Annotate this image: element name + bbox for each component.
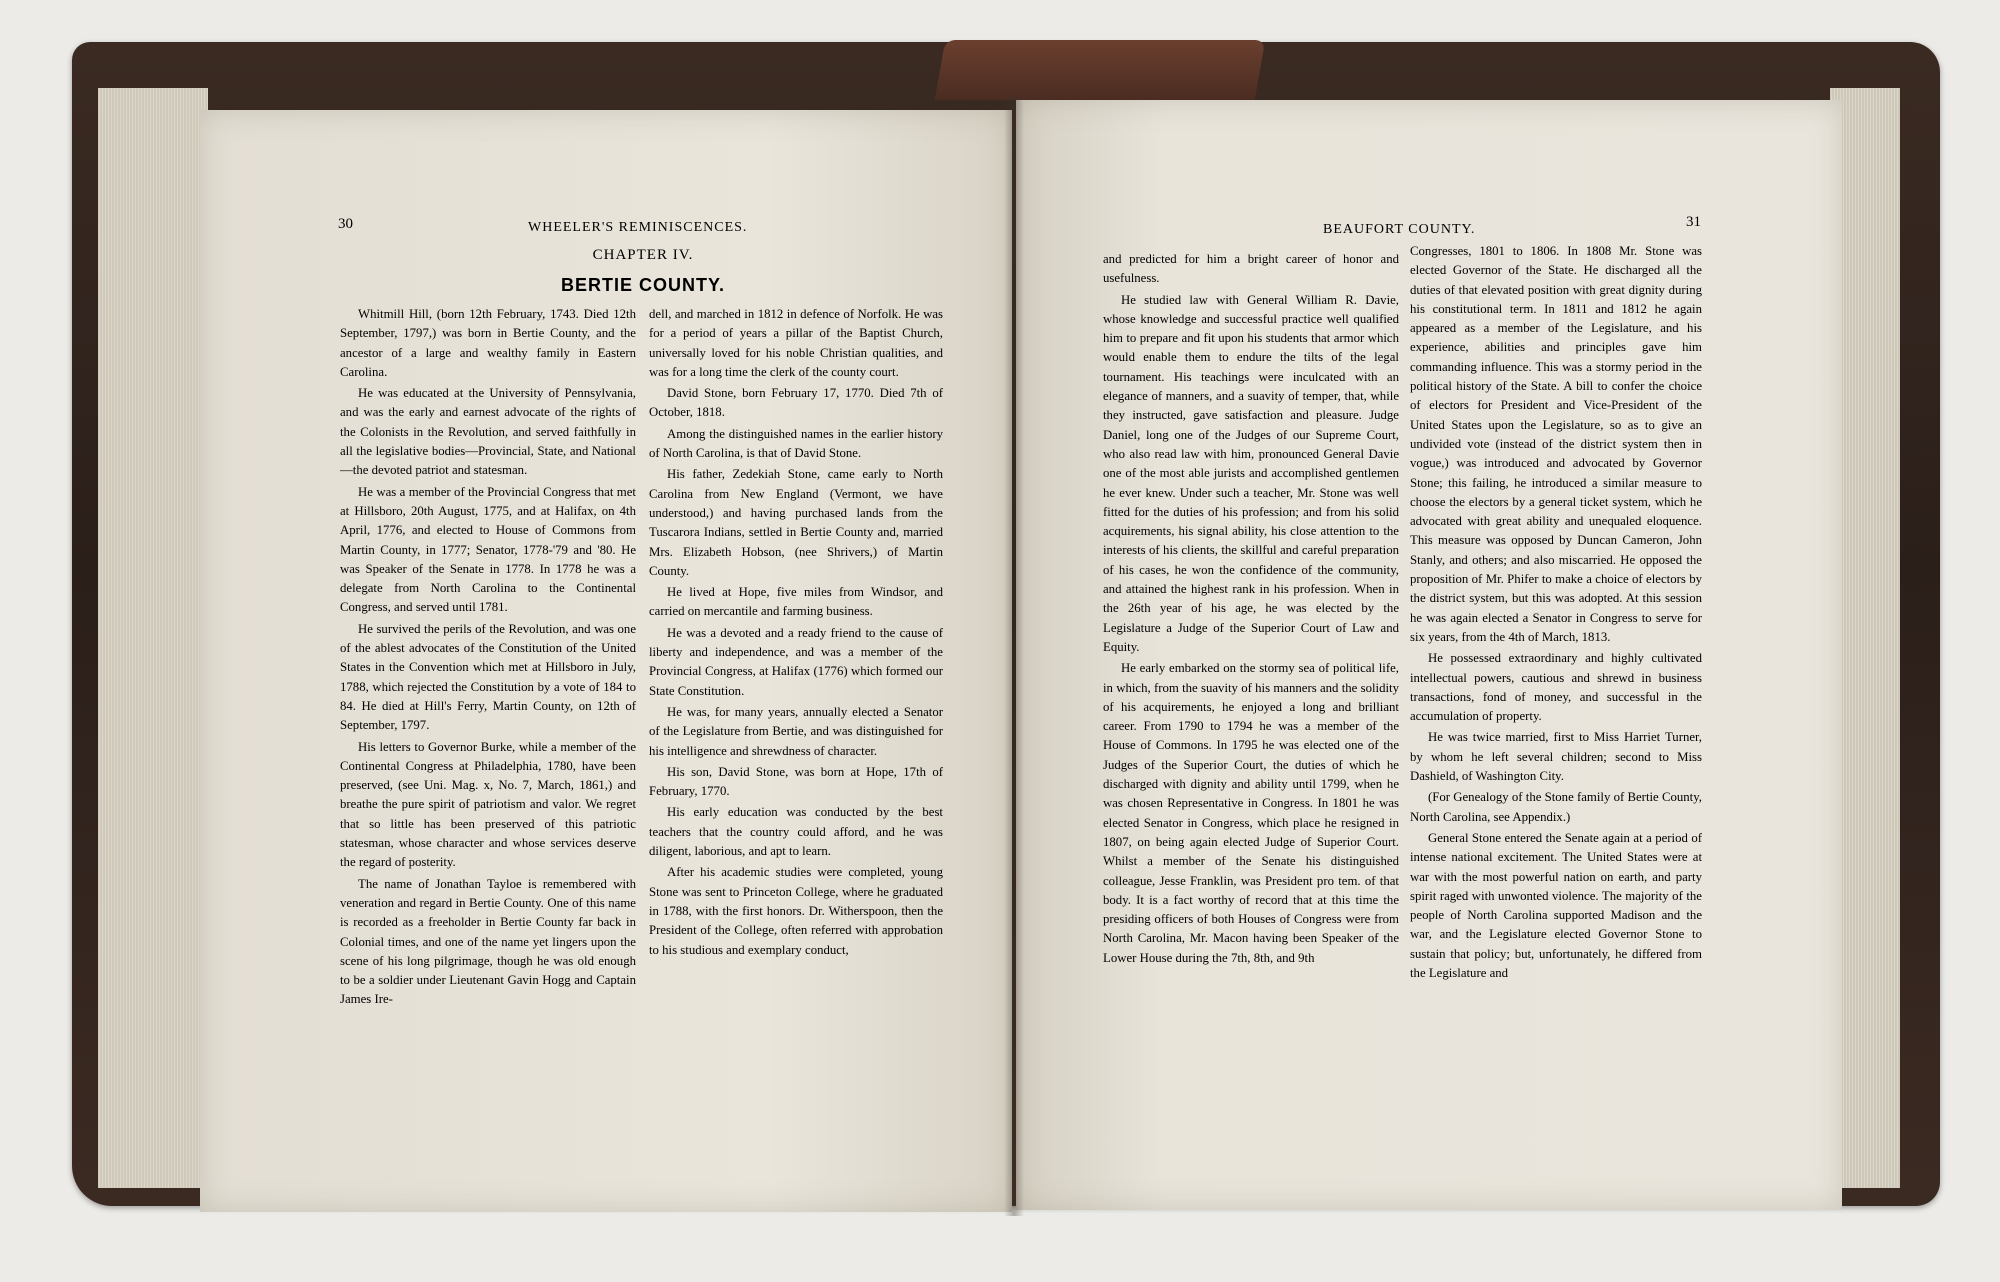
paragraph: After his academic studies were completed, young Stone was sent to Princeton College, where he graduated in 1788, with the first honors. Dr. Witherspoon, then the President of the College, often referred with approbation to his studious and exemplary conduct,	[649, 865, 943, 957]
left-page-number: 30	[338, 216, 353, 232]
page-edges-left	[98, 88, 208, 1188]
paragraph: His son, David Stone, was born at Hope, 17th of February, 1770.	[649, 764, 943, 799]
left-column-2	[649, 305, 943, 960]
paragraph: He was a devoted and a ready friend to the cause of liberty and independence, and was a member of the Provincial Congress, at Halifax (1776) which formed our State Constitution.	[649, 625, 943, 698]
paragraph: The name of Jonathan Tayloe is remembered with veneration and regard in Bertie County. One of this name is recorded as a freeholder in Bertie County far back in Colonial times, and one of the name yet lingers upon the scene of his long pilgrimage, though he was old enough to be a soldier under Lieutenant Gavin Hogg and Captain James Ire-	[340, 876, 636, 1007]
paragraph: Whitmill Hill, (born 12th February, 1743. Died 12th September, 1797,) was born in Bertie County, and the ancestor of a large and wealthy family in Eastern Carolina.	[340, 307, 636, 379]
paragraph: He early embarked on the stormy sea of political life, in which, from the suavity of his manners and the solidity of his acquirements, he enjoyed a long and brilliant career. From 1790 to 1794 he was a member of the House of Commons. In 1795 he was elected one of the Judges of the Superior Court, the duties of which he discharged with dignity and ability until 1799, when he was chosen Representative in Congress. In 1801 he was elected Senator in Congress, which place he resigned in 1807, on being again elected Judge of Superior Court. Whilst a member of the Senate his distinguished colleague, Jesse Franklin, was President pro tem. of that body. It is a fact worthy of record that at this time the presiding officers of both Houses of Congress were from North Carolina, Mr. Macon having been Speaker of the Lower House during the 7th, 8th, and 9th	[1103, 661, 1399, 965]
paragraph: He was a member of the Provincial Congress that met at Hillsboro, 20th August, 1775, and at Halifax, on 4th April, 1776, and elected to House of Commons from Martin County, in 1777; Senator, 1778-'79 and '80. He was Speaker of the Senate in 1778. In 1778 he was a delegate from North Carolina to the Continental Congress, and served until 1781.	[340, 484, 636, 615]
gutter	[1004, 96, 1024, 1216]
paragraph: He studied law with General William R. Davie, whose knowledge and successful practice well qualified him to prepare and fit upon his students that armor which would enable them to endure the tilts of the legal tournament. His teachings were inculcated with an elegance of manners, and a suavity of temper, that, while they instructed, gave satisfaction and pleasure. Judge Daniel, long one of the Judges of our Supreme Court, who also read law with him, pronounced General Davie one of the most able jurists and accomplished gentlemen he ever knew. Under such a teacher, Mr. Stone was well fitted for the duties of his profession; and from his solid acquirements, his signal ability, his close attention to the interests of his clients, the skillful and careful preparation of his cases, he won the confidence of the community, and attained the highest rank in his profession. When in the 26th year of his age, he was elected by the Legislature a Judge of the Superior Court of Law and Equity.	[1103, 292, 1399, 654]
paragraph: (For Genealogy of the Stone family of Bertie County, North Carolina, see Appendix.)	[1410, 790, 1702, 824]
paragraph: His father, Zedekiah Stone, came early to North Carolina from New England (Vermont, we have understood,) and having purchased lands from the Tuscarora Indians, settled in Bertie County and, married Mrs. Elizabeth Hobson, (nee Shrivers,) of Martin County.	[649, 467, 943, 578]
left-column-1	[340, 305, 636, 1010]
right-running-head: BEAUFORT COUNTY.	[1323, 222, 1476, 237]
paragraph: He was educated at the University of Pennsylvania, and was the early and earnest advocate of the rights of the Colonists in the Revolution, and served faithfully in all the legislative bodies—Provincial, State, and National—the devoted patriot and statesman.	[340, 386, 636, 478]
paragraph: His early education was conducted by the best teachers that the country could afford, and he was diligent, laborious, and apt to learn.	[649, 805, 943, 859]
left-running-head: WHEELER'S REMINISCENCES.	[528, 220, 748, 235]
paragraph: He survived the perils of the Revolution, and was one of the ablest advocates of the Constitution of the United States in the Convention which met at Hillsboro in July, 1788, which rejected the Constitution by a vote of 184 to 84. He died at Hill's Ferry, Martin County, on 12th of September, 1797.	[340, 621, 636, 733]
paragraph: He possessed extraordinary and highly cultivated intellectual powers, cautious and shrewd in business transactions, fond of money, and successful in the accumulation of property.	[1410, 651, 1702, 724]
right-page-number: 31	[1686, 214, 1701, 230]
paragraph: Among the distinguished names in the earlier history of North Carolina, is that of David Stone.	[649, 426, 943, 461]
paragraph: General Stone entered the Senate again at a period of intense national excitement. The United States were at war with the most powerful nation on earth, and party spirit raged with unwonted violence. The majority of the people of North Carolina supported Madison and the war, and the Legislature elected Governor Stone to sustain that policy; but, unfortunately, he differed from the Legislature and	[1410, 830, 1702, 980]
county-heading: BERTIE COUNTY.	[560, 275, 725, 295]
paragraph: Congresses, 1801 to 1806. In 1808 Mr. Stone was elected Governor of the State. He discharged all the duties of that elevated position with great dignity during his constitutional term. In 1811 and 1812 he again appeared as a member of the Legislature, and his experience, abilities and principles gave him commanding influence. This was a stormy period in the political history of the State. A bill to confer the choice of electors for President and Vice-President of the United States upon the Legislature, so as to give an undivided vote (instead of the district system then in vogue,) was introduced and advocated by Governor Stone; this failing, he introduced a similar measure to choose the electors by a general ticket system, which he advocated with great ability and unequaled eloquence. This measure was opposed by Duncan Cameron, John Stanly, and others; and also miscarried. He opposed the proposition of Mr. Phifer to make a choice of electors by the district system, but this was adopted. At this session he was again elected a Senator in Congress to serve for six years, from the 4th of March, 1813.	[1410, 244, 1702, 644]
paragraph: His letters to Governor Burke, while a member of the Continental Congress at Philadelphia, 1780, have been preserved, (see Uni. Mag. x, No. 7, March, 1861,) and breathe the pure spirit of patriotism and valor. We regret that so little has been preserved of this patriotic statesman, whose character and whose services deserve the regard of posterity.	[340, 739, 636, 870]
paragraph: David Stone, born February 17, 1770. Died 7th of October, 1818.	[649, 386, 943, 420]
chapter-heading: CHAPTER IV.	[592, 247, 694, 263]
right-column-2	[1410, 242, 1702, 983]
right-column-1	[1103, 250, 1399, 968]
paragraph: He was twice married, first to Miss Harriet Turner, by whom he left several children; second to Miss Dashield, of Washington City.	[1410, 730, 1702, 784]
paragraph: dell, and marched in 1812 in defence of Norfolk. He was for a period of years a pillar of the Baptist Church, universally loved for his noble Christian qualities, and was for a long time the clerk of the county court.	[649, 307, 943, 379]
paragraph: He was, for many years, annually elected a Senator of the Legislature from Bertie, and was distinguished for his intelligence and shrewdness of character.	[649, 704, 943, 758]
book-spine	[935, 40, 1266, 100]
paragraph: and predicted for him a bright career of honor and usefulness.	[1103, 252, 1399, 286]
paragraph: He lived at Hope, five miles from Windsor, and carried on mercantile and farming business.	[649, 585, 943, 619]
